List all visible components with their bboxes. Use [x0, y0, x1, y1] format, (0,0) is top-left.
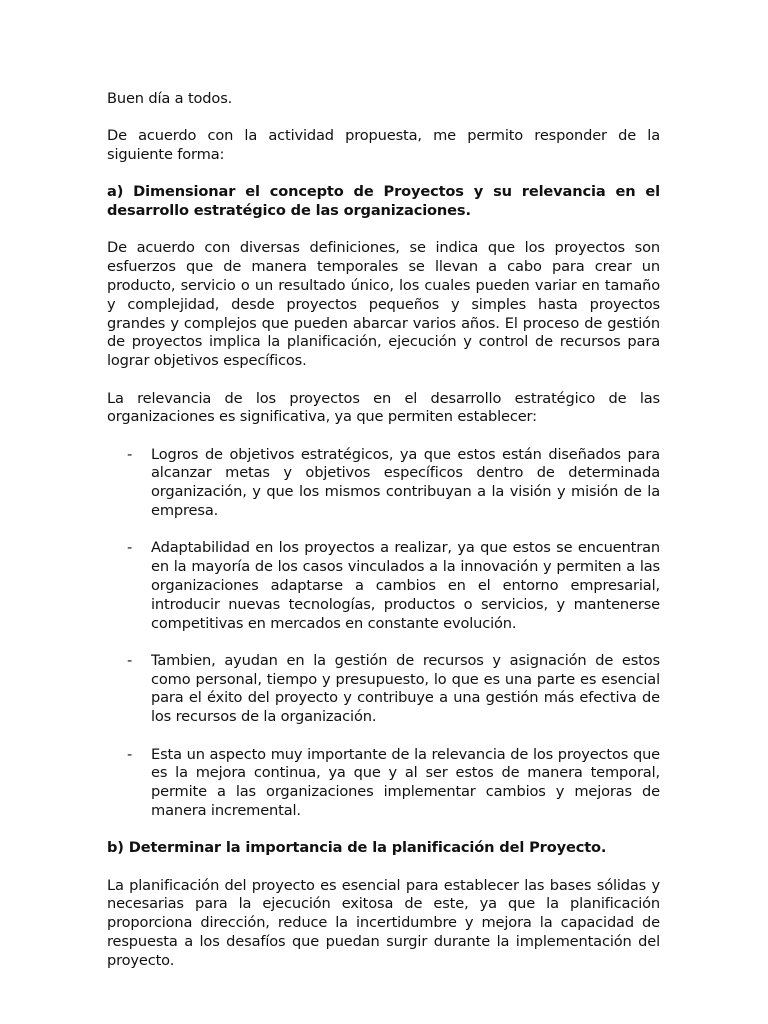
section-a-paragraph-2: La relevancia de los proyectos en el desarrollo estratégico de las organizaciones es significativa, ya que permiten establecer: — [107, 389, 660, 426]
list-item — [127, 651, 660, 727]
intro-paragraph: De acuerdo con la actividad propuesta, me permito responder de la siguiente forma: — [107, 127, 660, 164]
list-item-text: Tambien, ayudan en la gestión de recursos y asignación de estos como personal, tiempo y presupuesto, lo que es una parte es esencial para el éxito del proyecto y contribuye a una gestión más efectiva de los recursos de la organización. — [151, 651, 660, 726]
list-item-text: Logros de objetivos estratégicos, ya que estos están diseñados para alcanzar metas y objetivos específicos dentro de determinada organización, y que los mismos contribuyan a la visión y misión de la empresa. — [151, 445, 660, 520]
list-item — [127, 745, 660, 821]
section-b-heading: b) Determinar la importancia de la planificación del Proyecto. — [107, 839, 607, 857]
section-b-paragraph-1: La planificación del proyecto es esencial para establecer las bases sólidas y necesarias para la ejecución exitosa de este, ya que la planificación proporciona dirección, reduce la incertidumbre y mejora la capacidad de respuesta a los desafíos que puedan surgir durante la implementación del proyecto. — [107, 876, 660, 969]
list-item — [127, 445, 660, 521]
relevance-list — [107, 446, 660, 821]
section-a-heading: a) Dimensionar el concepto de Proyectos y su relevancia en el desarrollo estratégico de las organizaciones. — [107, 183, 660, 220]
list-item — [127, 539, 660, 633]
section-a-paragraph-1: De acuerdo con diversas definiciones, se indica que los proyectos son esfuerzos que de manera temporales se llevan a cabo para crear un producto, servicio o un resultado único, los cuales pueden variar en tamaño y complejidad, desde proyectos pequeños y simples hasta proyectos grandes y complejos que pueden abarcar varios años. El proceso de gestión de proyectos implica la planificación, ejecución y control de recursos para lograr objetivos específicos. — [107, 239, 660, 370]
bullet-dash: - — [127, 745, 133, 763]
bullet-dash: - — [127, 651, 133, 669]
list-item-text: Esta un aspecto muy importante de la relevancia de los proyectos que es la mejora continua, ya que y al ser estos de manera temporal, permite a las organizaciones implementar cambios y mejoras de manera incremental. — [151, 745, 660, 819]
list-item-text: Adaptabilidad en los proyectos a realizar, ya que estos se encuentran en la mayoría de los casos vinculados a la innovación y permiten a las organizaciones adaptarse a cambios en el entorno empresarial, introducir nuevas tecnologías, productos o servicios, y mantenerse competitivas en mercados en constante evolución. — [151, 539, 660, 632]
greeting-line: Buen día a todos. — [107, 90, 233, 107]
bullet-dash: - — [127, 539, 133, 557]
bullet-dash: - — [127, 445, 133, 463]
